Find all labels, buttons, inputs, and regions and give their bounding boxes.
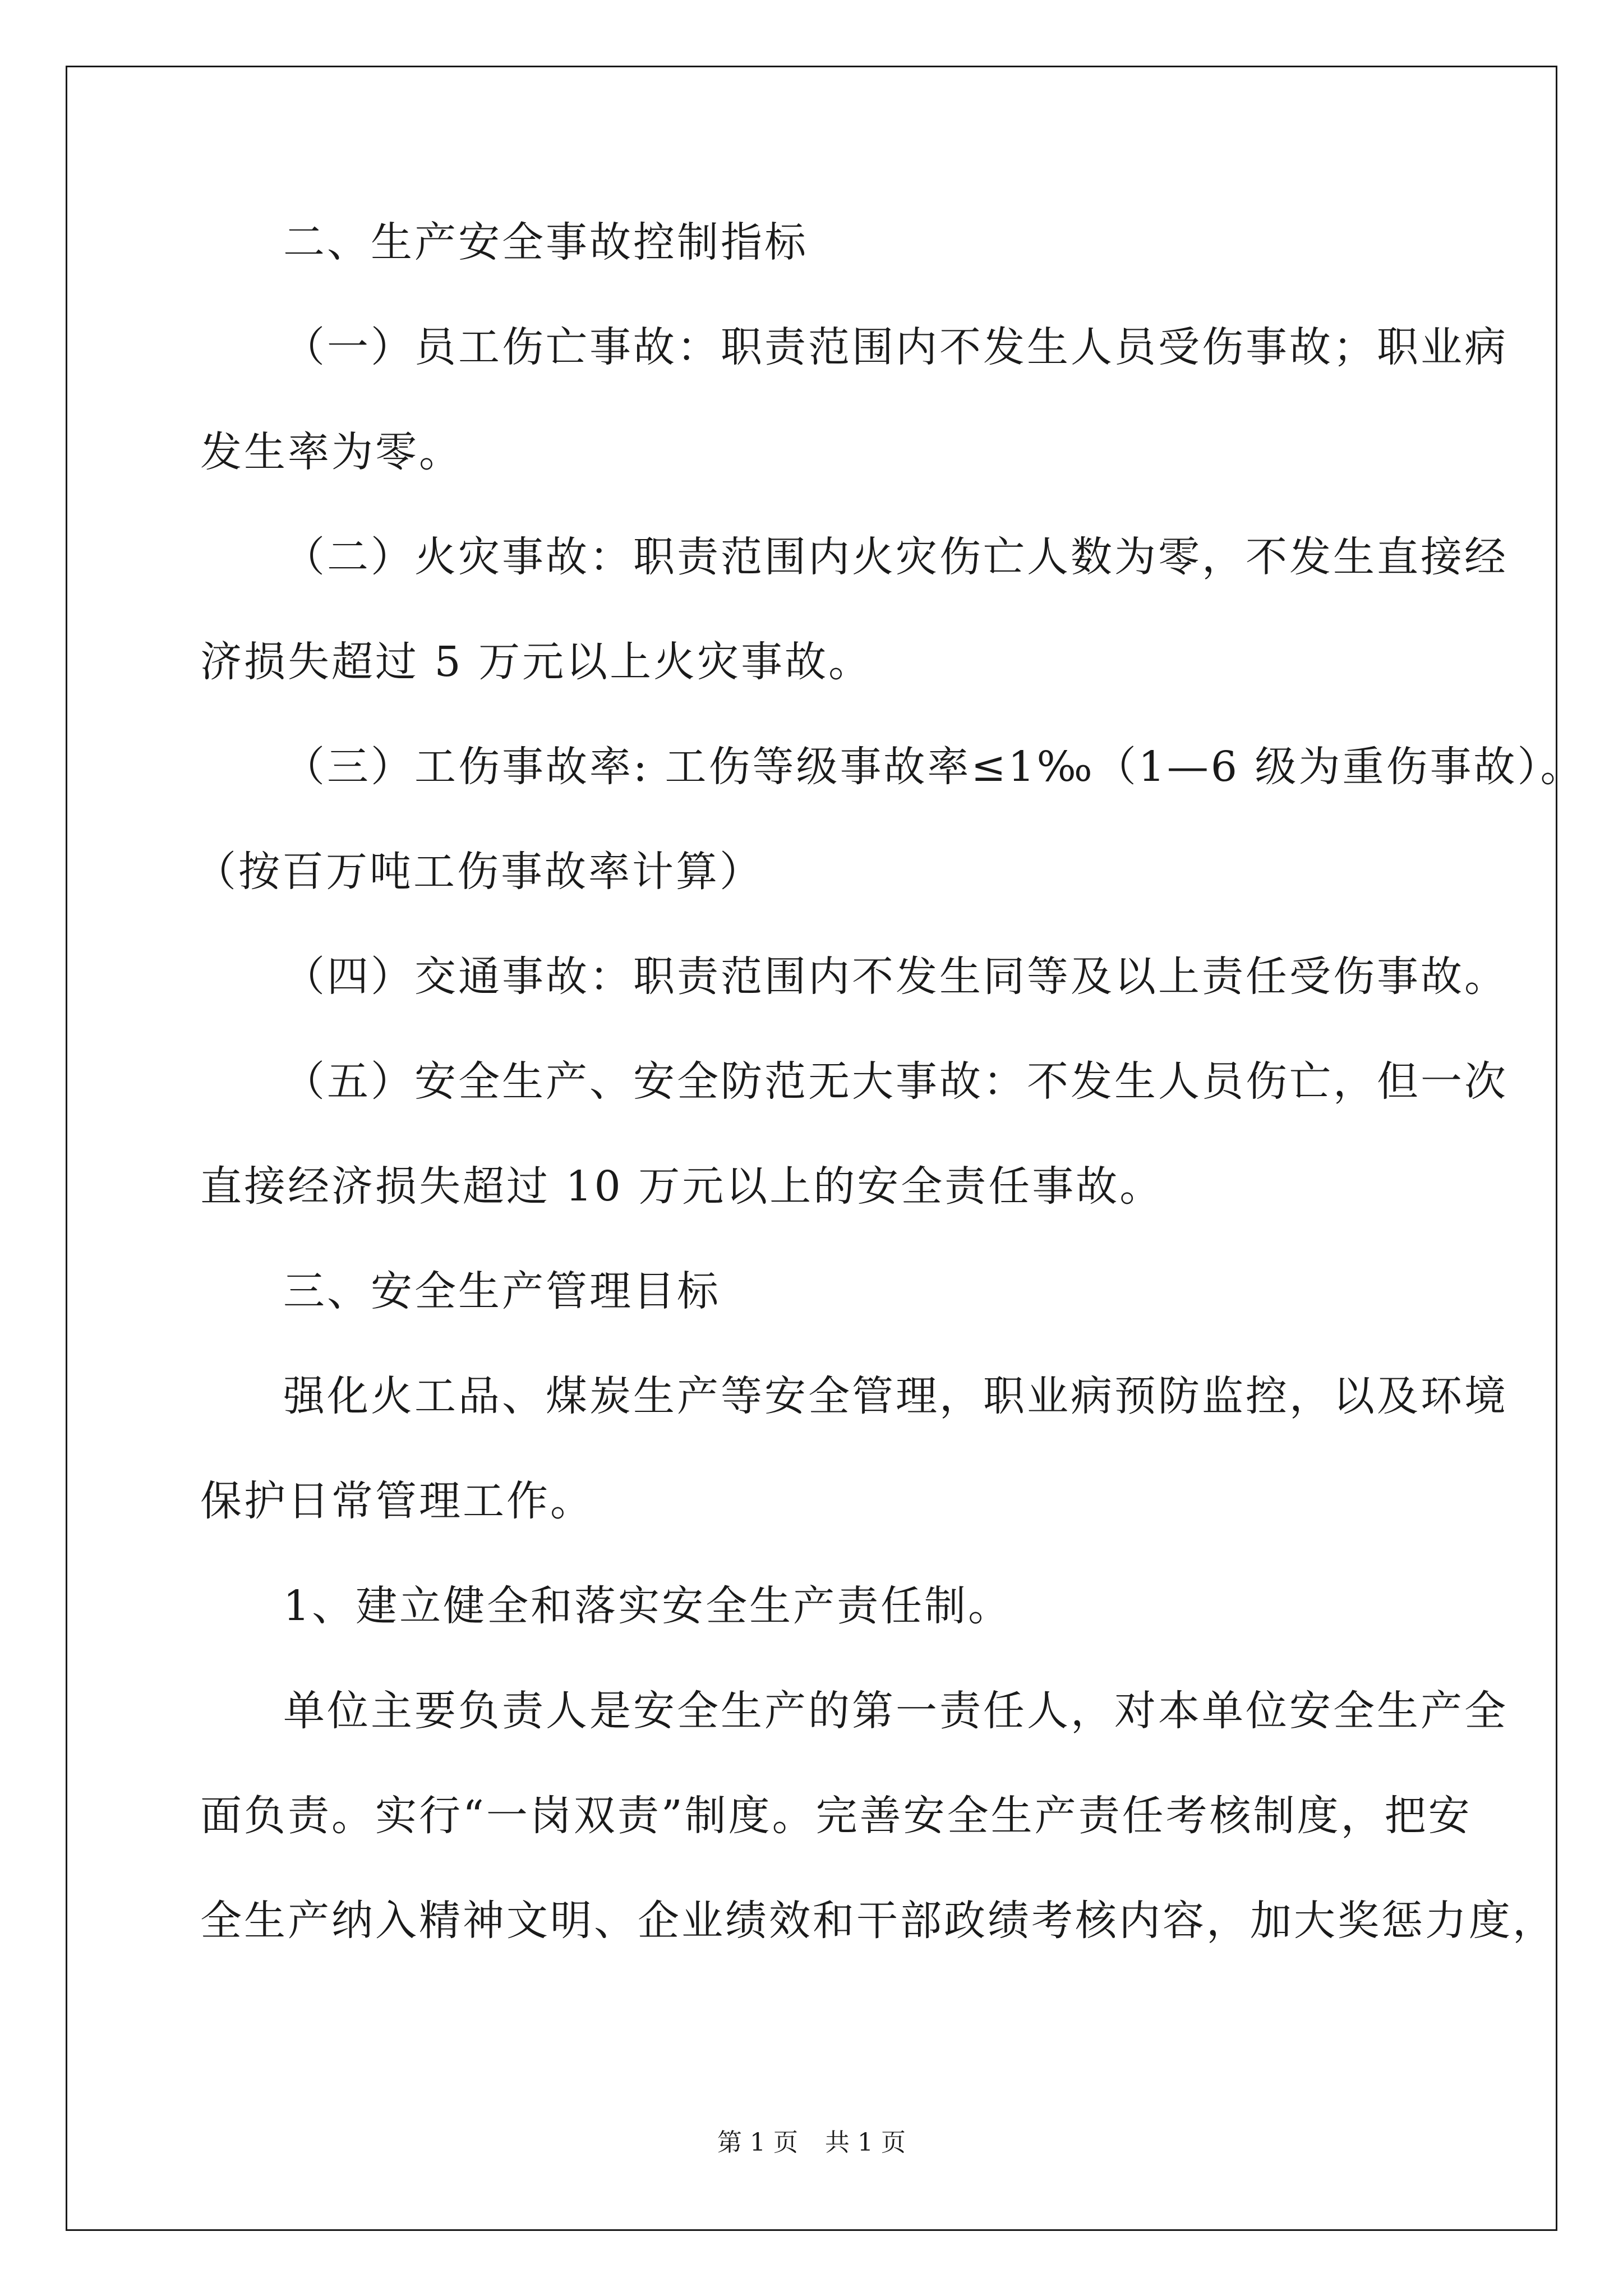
paragraph-line: （二）火灾事故：职责范围内火灾伤亡人数为零，不发生直接经 xyxy=(283,533,1508,581)
section-heading: 二、生产安全事故控制指标 xyxy=(283,218,808,266)
paragraph-line: 济损失超过 5 万元以上火灾事故。 xyxy=(200,638,873,686)
paragraph-line: 发生率为零。 xyxy=(200,428,463,476)
paragraph-line: （一）员工伤亡事故：职责范围内不发生人员受伤事故；职业病 xyxy=(283,323,1508,371)
paragraph-line: 全生产纳入精神文明、企业绩效和干部政绩考核内容，加大奖惩力度， xyxy=(200,1897,1556,1945)
paragraph-line: 直接经济损失超过 10 万元以上的安全责任事故。 xyxy=(200,1162,1164,1211)
paragraph-line: （五）安全生产、安全防范无大事故：不发生人员伤亡，但一次 xyxy=(283,1057,1508,1106)
page-footer xyxy=(0,2128,1623,2157)
paragraph-line: 1、建立健全和落实安全生产责任制。 xyxy=(283,1582,1012,1630)
page-number: 第 1 页 xyxy=(717,2128,798,2157)
paragraph-line: 保护日常管理工作。 xyxy=(200,1477,594,1525)
page-total: 共 1 页 xyxy=(825,2128,906,2157)
paragraph-line: 单位主要负责人是安全生产的第一责任人，对本单位安全生产全 xyxy=(283,1687,1508,1735)
section-heading: 三、安全生产管理目标 xyxy=(283,1267,721,1315)
paragraph-line: （按百万吨工伤事故率计算） xyxy=(195,848,763,896)
paragraph-line: （三）工伤事故率: 工伤等级事故率≤1‰（1—6 级为重伤事故）。 xyxy=(283,743,1584,791)
paragraph-line: 面负责。实行“一岗双责”制度。完善安全生产责任考核制度，把安 xyxy=(200,1792,1472,1840)
paragraph-line: 强化火工品、煤炭生产等安全管理，职业病预防监控，以及环境 xyxy=(283,1372,1508,1420)
paragraph-line: （四）交通事故：职责范围内不发生同等及以上责任受伤事故。 xyxy=(283,953,1508,1001)
